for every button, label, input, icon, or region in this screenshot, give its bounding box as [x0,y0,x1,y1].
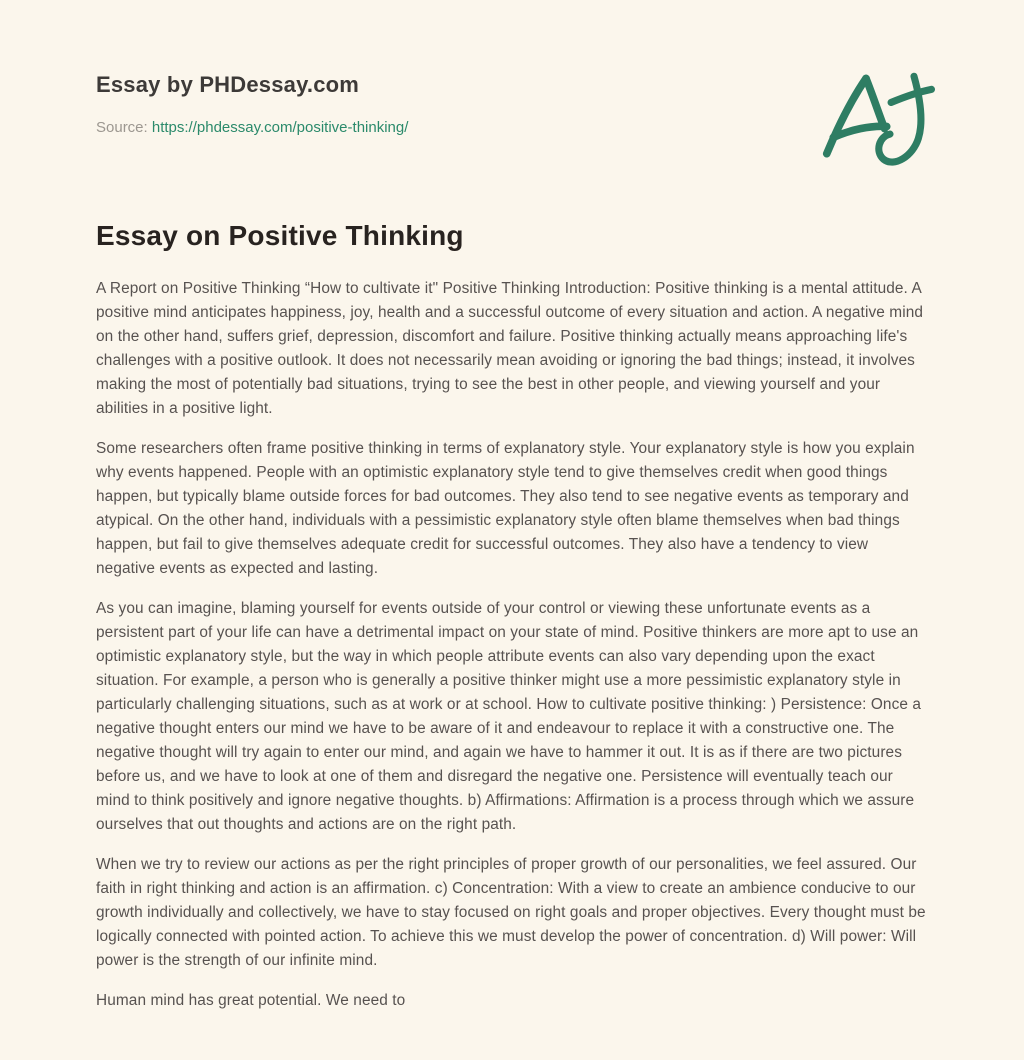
essay-paragraph: A Report on Positive Thinking “How to cultivate it" Positive Thinking Introduction: Positive thinking is a mental attitude. A positive mind anticipates happiness, joy, health and a successful outcome of every situation and action. A negative mind on the other hand, suffers grief, depression, discomfort and failure. Positive thinking actually means approaching life's challenges with a positive outlook. It does not necessarily mean avoiding or ignoring the bad things; instead, it involves making the most of potentially bad situations, trying to see the best in other people, and viewing yourself and your abilities in a positive light. [96,280,924,417]
essay-body [96,277,928,1013]
essay-paragraph: When we try to review our actions as per the right principles of proper growth of our personalities, we feel assured. Our faith in right thinking and action is an affirmation. c) Concentration: With a view to create an ambience conducive to our growth individually and collectively, we have to stay focused on right goals and proper objectives. Every thought must be logically connected with pointed action. To achieve this we must develop the power of concentration. d) Will power: Will power is the strength of our infinite mind. [96,856,926,969]
page-header-title: Essay by PHDessay.com [96,72,360,97]
source-label: Source: [96,119,148,136]
source-url-link[interactable]: https://phdessay.com/positive-thinking/ [151,119,409,136]
essay-paragraph: As you can imagine, blaming yourself for events outside of your control or viewing these unfortunate events as a persistent part of your life can have a detrimental impact on your state of mind. Positive thinkers are more apt to use an optimistic explanatory style, but the way in which people attribute events can also vary depending upon the exact situation. For example, a person who is generally a positive thinker might use a more pessimistic explanatory style in particularly challenging situations, such as at work or at school. How to cultivate positive thinking: ) Persistence: Once a negative thought enters our mind we have to be aware of it and endeavour to replace it with a constructive one. The negative thought will try again to enter our mind, and again we have to hammer it out. It is as if there are two pictures before us, and we have to look at one of them and disregard the negative one. Persistence will eventually teach our mind to think positively and ignore negative thoughts. b) Affirmations: Affirmation is a process through which we assure ourselves that out thoughts and actions are on the right path. [96,600,922,833]
essay-title: Essay on Positive Thinking [96,220,464,251]
essay-paragraph: Some researchers often frame positive thinking in terms of explanatory style. Your explanatory style is how you explain why events happened. People with an optimistic explanatory style tend to give themselves credit when good things happen, but typically blame outside forces for bad outcomes. They also tend to see negative events as temporary and atypical. On the other hand, individuals with a pessimistic explanatory style often blame themselves when bad things happen, but fail to give themselves adequate credit for successful outcomes. They also have a tendency to view negative events as expected and lasting. [96,440,915,577]
a-plus-logo-icon [818,62,938,180]
source-line [96,119,928,136]
essay-paragraph: Human mind has great potential. We need to [96,992,406,1009]
